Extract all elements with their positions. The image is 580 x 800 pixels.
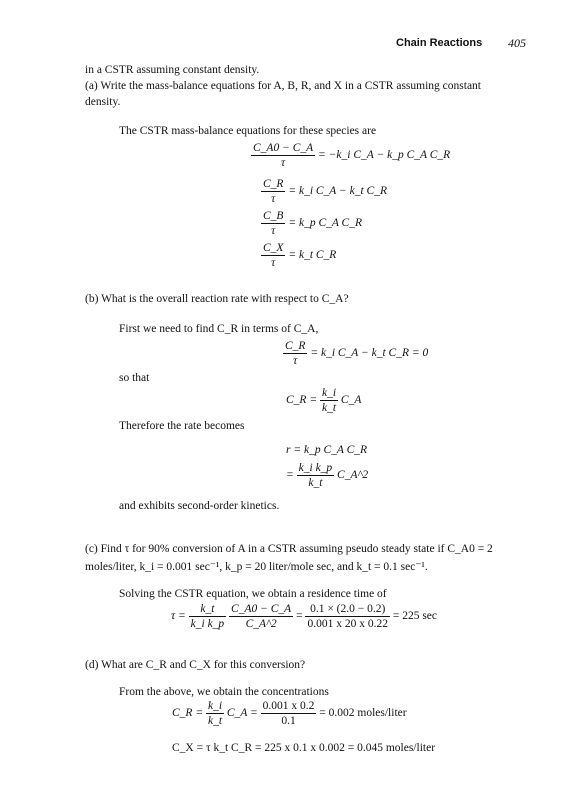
question-c-line-2: moles/liter, k_i = 0.001 sec⁻¹, k_p = 20 liter/mole sec, and k_t = 0.1 sec⁻¹. bbox=[85, 561, 428, 573]
eq-a4-denominator: τ bbox=[271, 257, 276, 269]
eq-b2-denominator: k_t bbox=[321, 402, 337, 414]
eq-c-frac2-denominator: C_A^2 bbox=[245, 618, 277, 630]
eq-d1-frac2-denominator: 0.1 bbox=[281, 715, 296, 727]
eq-a4-numerator: C_X bbox=[263, 242, 284, 254]
eq-d1-frac1-numerator: k_i bbox=[207, 700, 223, 712]
eq-b2-numerator: k_i bbox=[321, 387, 337, 399]
eq-c-lhs: τ = bbox=[171, 610, 186, 623]
question-b: (b) What is the overall reaction rate with respect to C_A? bbox=[85, 293, 349, 305]
eq-c-frac3-denominator: 0.001 x 20 x 0.22 bbox=[307, 618, 388, 630]
equation-b3: r = k_p C_A C_R bbox=[286, 444, 368, 456]
question-a-line-2: density. bbox=[85, 96, 121, 108]
part-b-lead: First we need to find C_R in terms of C_A, bbox=[119, 323, 319, 335]
equation-b2 bbox=[286, 387, 361, 414]
eq-b1-numerator: C_R bbox=[285, 340, 306, 352]
eq-c-frac2-numerator: C_A0 − C_A bbox=[231, 603, 292, 615]
eq-b4-rhs: C_A^2 bbox=[337, 469, 369, 482]
equation-a1 bbox=[251, 142, 450, 169]
equation-a3 bbox=[261, 210, 362, 237]
eq-c-frac1-numerator: k_t bbox=[200, 603, 215, 615]
eq-c-equals: = bbox=[296, 610, 303, 623]
eq-a1-rhs: = −k_i C_A − k_p C_A C_R bbox=[318, 149, 451, 162]
equation-a4 bbox=[261, 242, 336, 269]
eq-d1-result: = 0.002 moles/liter bbox=[319, 707, 407, 720]
so-that-text: so that bbox=[119, 372, 150, 384]
eq-b1-rhs: = k_i C_A − k_t C_R = 0 bbox=[310, 347, 429, 360]
eq-d1-frac1-denominator: k_t bbox=[207, 715, 223, 727]
equation-b1 bbox=[283, 340, 428, 367]
part-c-lead: Solving the CSTR equation, we obtain a residence time of bbox=[119, 588, 387, 600]
eq-b4-denominator: k_t bbox=[308, 477, 323, 489]
part-d-lead: From the above, we obtain the concentrations bbox=[119, 686, 329, 698]
equation-d2: C_X = τ k_t C_R = 225 x 0.1 x 0.002 = 0.045 moles/liter bbox=[172, 742, 436, 754]
eq-d1-lhs: C_R = bbox=[172, 707, 204, 720]
eq-a1-denominator: τ bbox=[281, 157, 286, 169]
page-number: 405 bbox=[508, 36, 526, 50]
eq-b2-rhs: C_A bbox=[340, 394, 362, 407]
part-b-conclusion: and exhibits second-order kinetics. bbox=[119, 500, 280, 512]
eq-d1-frac2-numerator: 0.001 x 0.2 bbox=[262, 700, 315, 712]
eq-b1-denominator: τ bbox=[293, 355, 298, 367]
eq-b4-numerator: k_i k_p bbox=[298, 462, 333, 474]
eq-a2-denominator: τ bbox=[271, 193, 276, 205]
eq-a3-denominator: τ bbox=[271, 225, 276, 237]
question-c-line-1: (c) Find τ for 90% conversion of A in a CSTR assuming pseudo steady state if C_A0 = 2 bbox=[85, 543, 493, 555]
equation-c bbox=[171, 603, 437, 630]
eq-b2-lhs: C_R = bbox=[286, 394, 318, 407]
therefore-text: Therefore the rate becomes bbox=[119, 420, 245, 432]
intro-line-1: in a CSTR assuming constant density. bbox=[85, 64, 260, 76]
equation-a2 bbox=[261, 178, 387, 205]
running-header-title: Chain Reactions bbox=[396, 37, 483, 49]
eq-c-frac1-denominator: k_i k_p bbox=[190, 618, 225, 630]
equation-d1 bbox=[172, 700, 407, 727]
eq-a3-rhs: = k_p C_A C_R bbox=[288, 217, 362, 230]
equation-b4 bbox=[286, 462, 368, 489]
eq-a2-rhs: = k_i C_A − k_t C_R bbox=[288, 185, 388, 198]
question-d: (d) What are C_R and C_X for this conversion? bbox=[85, 659, 306, 671]
eq-c-result: = 225 sec bbox=[392, 610, 437, 623]
eq-a1-numerator: C_A0 − C_A bbox=[253, 142, 314, 154]
eq-a2-numerator: C_R bbox=[263, 178, 284, 190]
eq-d1-mid: C_A = bbox=[226, 707, 258, 720]
eq-a3-numerator: C_B bbox=[263, 210, 284, 222]
eq-a4-rhs: = k_t C_R bbox=[288, 249, 337, 262]
eq-b4-lhs: = bbox=[286, 469, 294, 482]
eq-c-frac3-numerator: 0.1 × (2.0 − 0.2) bbox=[310, 603, 386, 615]
question-a-line-1: (a) Write the mass-balance equations for A, B, R, and X in a CSTR assuming constant bbox=[85, 80, 481, 92]
part-a-lead: The CSTR mass-balance equations for these species are bbox=[119, 125, 377, 137]
